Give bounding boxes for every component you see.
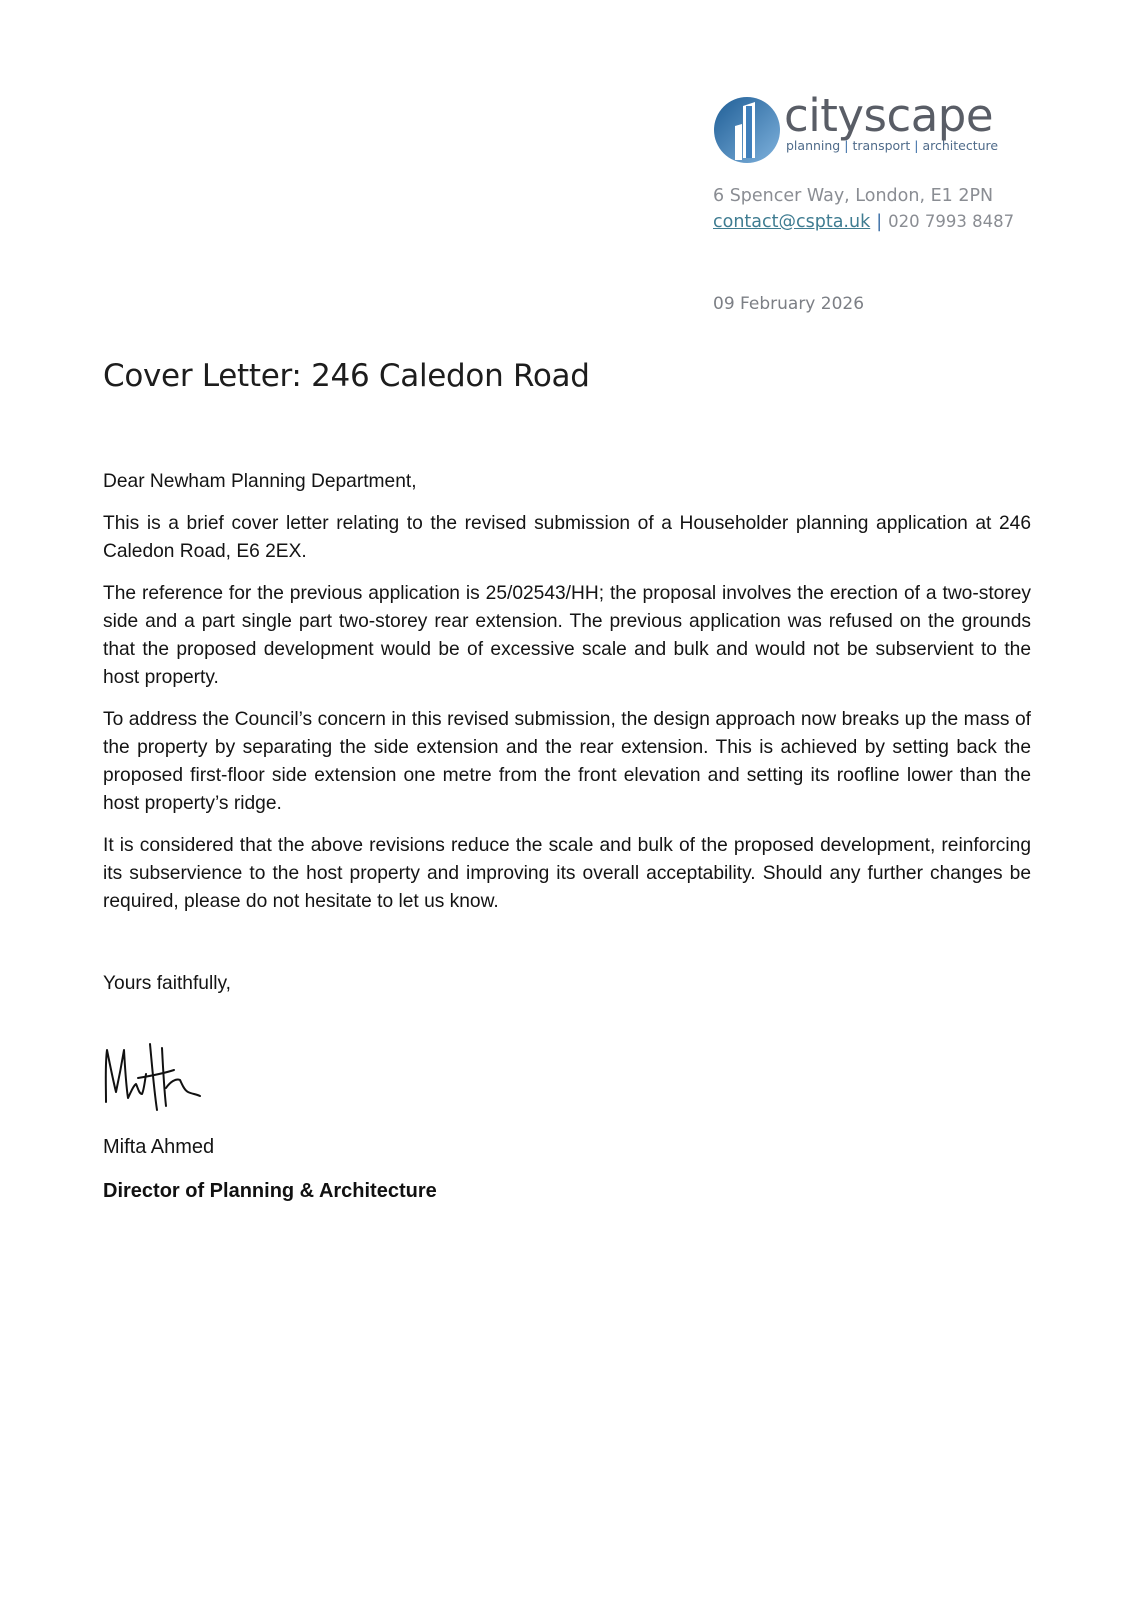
cityscape-logo-icon bbox=[713, 96, 781, 164]
letter-date: 09 February 2026 bbox=[713, 294, 865, 314]
tagline bbox=[786, 138, 998, 153]
letterhead bbox=[713, 89, 1043, 235]
company-address: 6 Spencer Way, London, E1 2PN bbox=[713, 186, 994, 206]
brand-name: cityscape bbox=[784, 89, 994, 142]
contact-separator: | bbox=[876, 212, 883, 232]
salutation: Dear Newham Planning Department, bbox=[103, 471, 417, 492]
closing: Yours faithfully, bbox=[103, 973, 231, 994]
letter-body bbox=[103, 468, 1031, 930]
tagline-transport: transport bbox=[852, 138, 911, 153]
phone-number: 020 7993 8487 bbox=[888, 212, 1015, 231]
paragraph-intro: This is a brief cover letter relating to the revised submission of a Householder planning application at 246 Caledon Road, E6 2EX. bbox=[103, 513, 1031, 562]
paragraph-conclusion: It is considered that the above revisions reduce the scale and bulk of the proposed development, reinforcing its subservience to the host property and improving its overall acceptability. Should any further changes be required, please do not hesitate to let us know. bbox=[103, 835, 1031, 912]
paragraph-design-approach: To address the Council’s concern in this revised submission, the design approach now breaks up the mass of the property by separating the side extension and the rear extension. This is achieved by setting back the proposed first-floor side extension one metre from the front elevation and setting its roofline lower than the host property’s ridge. bbox=[103, 709, 1031, 814]
tagline-architecture: architecture bbox=[922, 138, 999, 153]
paragraph-previous-application: The reference for the previous application is 25/02543/HH; the proposal involves the erection of a two-storey side and a part single part two-storey rear extension. The previous application was refused on the grounds that the proposed development would be of excessive scale and bulk and would not be subservient to the host property. bbox=[103, 583, 1031, 688]
signer-name: Mifta Ahmed bbox=[103, 1136, 215, 1158]
tagline-planning: planning bbox=[786, 138, 841, 153]
email-link[interactable]: contact@cspta.uk bbox=[713, 212, 871, 232]
page-title: Cover Letter: 246 Caledon Road bbox=[103, 358, 590, 394]
signer-role: Director of Planning & Architecture bbox=[103, 1180, 437, 1202]
logo bbox=[713, 89, 1043, 164]
tagline-separator: | bbox=[844, 138, 849, 153]
signature-image bbox=[100, 1040, 210, 1120]
contact-line bbox=[713, 209, 1043, 235]
tagline-separator: | bbox=[914, 138, 919, 153]
